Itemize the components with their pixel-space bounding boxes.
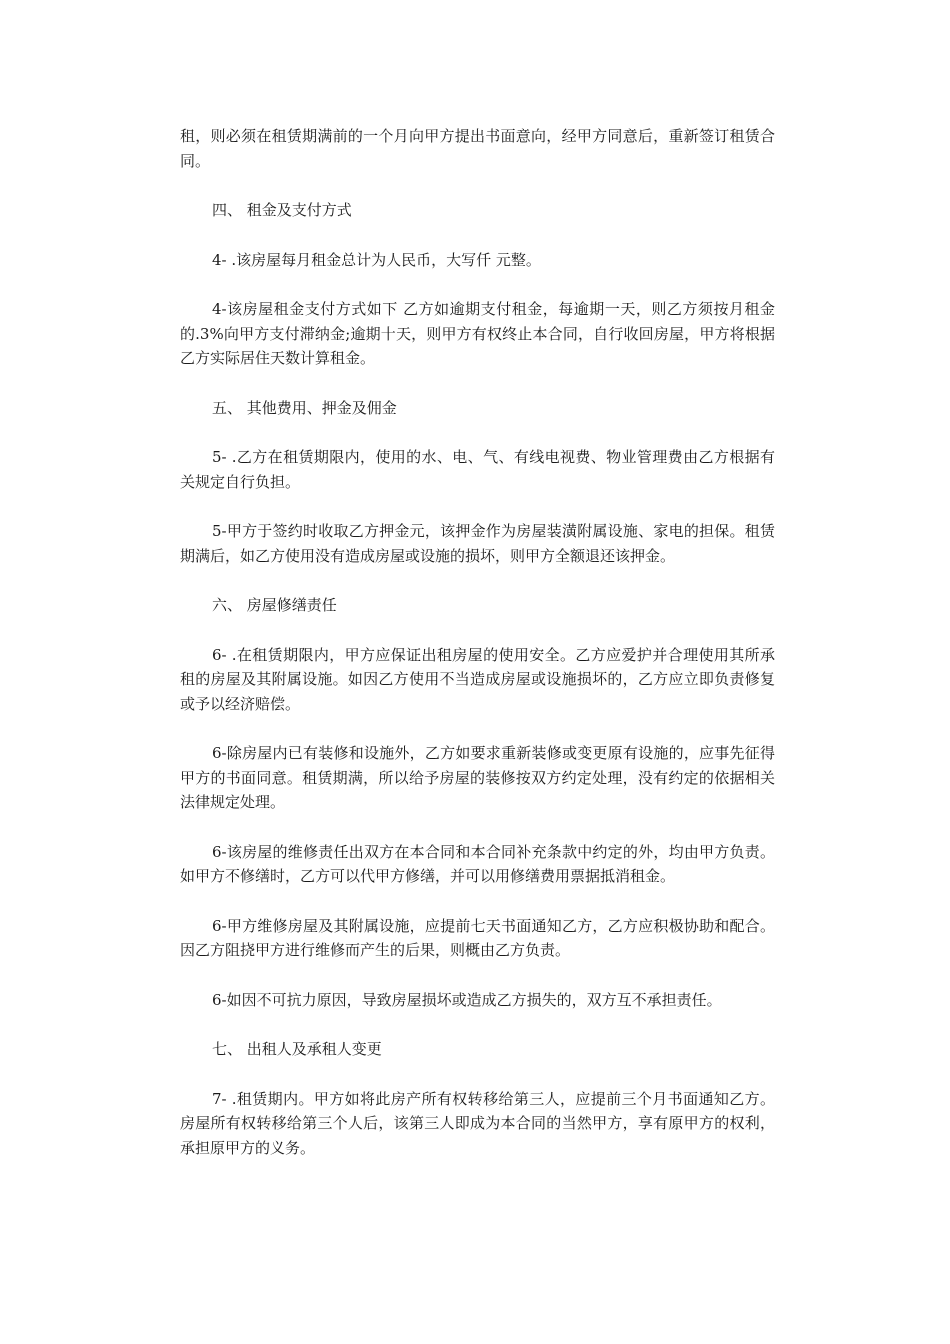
section-heading-repairs: 六、 房屋修缮责任 bbox=[212, 596, 337, 614]
clause-5-2: 5-甲方于签约时收取乙方押金元，该押金作为房屋装潢附属设施、家电的担保。租赁期满后，如乙方使用没有造成房屋或设施的损坏，则甲方全额退还该押金。 bbox=[180, 522, 775, 565]
clause-6-3: 6-该房屋的维修责任出双方在本合同和本合同补充条款中约定的外，均由甲方负责。如甲方不修缮时，乙方可以代甲方修缮，并可以用修缮费用票据抵消租金。 bbox=[180, 842, 775, 885]
section-heading-rent: 四、 租金及支付方式 bbox=[212, 201, 352, 219]
clause-5-1: 5- .乙方在租赁期限内，使用的水、电、气、有线电视费、物业管理费由乙方根据有关规定自行负担。 bbox=[180, 448, 775, 491]
clause-7-1: 7- .租赁期内。甲方如将此房产所有权转移给第三人，应提前三个月书面通知乙方。房屋所有权转移给第三个人后，该第三人即成为本合同的当然甲方，享有原甲方的权利，承担原甲方的义务。 bbox=[180, 1089, 775, 1157]
section-heading-parties-change: 七、 出租人及承租人变更 bbox=[212, 1040, 382, 1058]
clause-4-2: 4-该房屋租金支付方式如下 乙方如逾期支付租金，每逾期一天，则乙方须按月租金的.3%向甲方支付滞纳金;逾期十天，则甲方有权终止本合同，自行收回房屋，甲方将根据乙方实际居住天数计算租金。 bbox=[180, 300, 775, 367]
clause-6-5: 6-如因不可抗力原因，导致房屋损坏或造成乙方损失的，双方互不承担责任。 bbox=[212, 990, 722, 1009]
section-heading-fees: 五、 其他费用、押金及佣金 bbox=[212, 398, 397, 417]
clause-6-1: 6- .在租赁期限内，甲方应保证出租房屋的使用安全。乙方应爱护并合理使用其所承租的房屋及其附属设施。如因乙方使用不当造成房屋或设施损坏的，乙方应立即负责修复或予以经济赔偿。 bbox=[180, 645, 775, 713]
clause-6-4: 6-甲方维修房屋及其附属设施，应提前七天书面通知乙方，乙方应积极协助和配合。因乙方阻挠甲方进行维修而产生的后果，则概由乙方负责。 bbox=[180, 916, 775, 959]
paragraph-renewal-continuation: 租，则必须在租赁期满前的一个月向甲方提出书面意向，经甲方同意后，重新签订租赁合同。 bbox=[180, 127, 775, 170]
document-page bbox=[180, 124, 775, 1185]
clause-6-2: 6-除房屋内已有装修和设施外，乙方如要求重新装修或变更原有设施的，应事先征得甲方的书面同意。租赁期满，所以给予房屋的装修按双方约定处理，没有约定的依据相关法律规定处理。 bbox=[180, 744, 775, 811]
clause-4-1: 4- .该房屋每月租金总计为人民币，大写仟 元整。 bbox=[212, 250, 541, 269]
